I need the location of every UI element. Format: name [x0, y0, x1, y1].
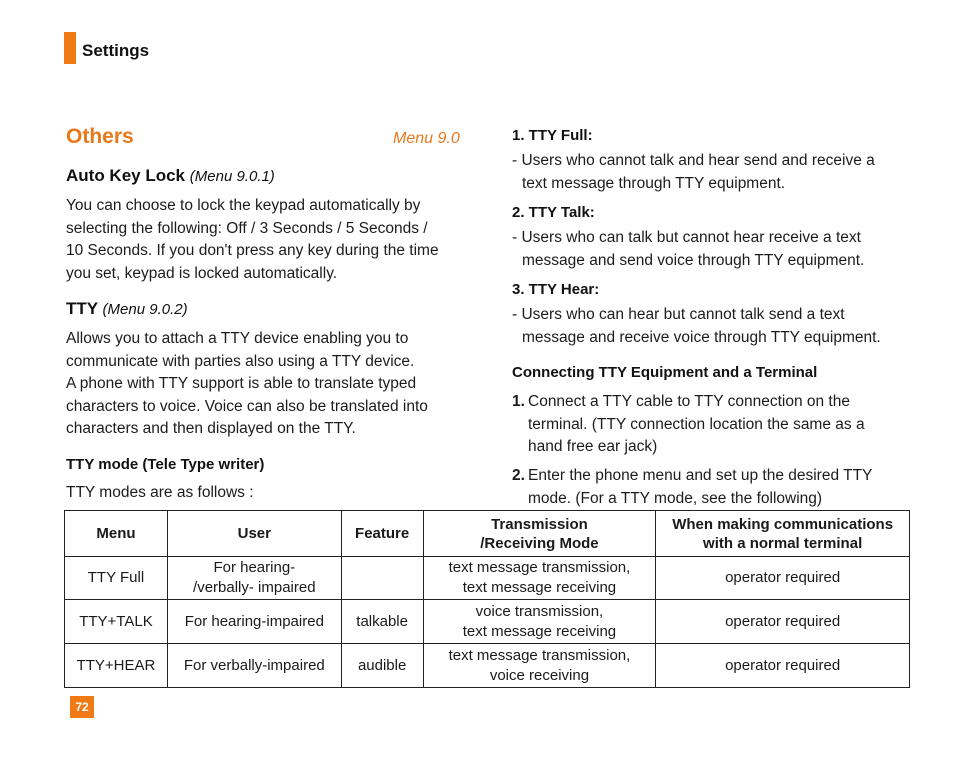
column-header-communications: When making communications with a normal terminal	[656, 511, 910, 557]
header-accent-bar	[64, 32, 76, 64]
paragraph-line: You can choose to lock the keypad automatically by	[66, 197, 421, 214]
tty-heading	[66, 299, 188, 319]
table-cell: For verbally-impaired	[167, 644, 341, 688]
bullet-line: message and receive voice through TTY equipment.	[522, 328, 881, 346]
tty-title: TTY	[66, 299, 98, 318]
step-line: Enter the phone menu and set up the desired TTY	[528, 467, 873, 484]
section-menu-ref: Menu 9.0	[393, 130, 460, 147]
bullet-line: - Users who can hear but cannot talk send a text	[512, 306, 845, 323]
tty-paragraph	[66, 328, 466, 441]
table-cell: For hearing-impaired	[167, 600, 341, 644]
column-header-user: User	[167, 511, 341, 557]
mode-full-description	[512, 150, 912, 195]
bullet-line: text message through TTY equipment.	[522, 174, 786, 192]
tty-mode-intro: TTY modes are as follows :	[66, 484, 254, 501]
page-number: 72	[70, 696, 94, 718]
table-header-row	[65, 511, 910, 557]
paragraph-line: A phone with TTY support is able to translate typed	[66, 375, 417, 392]
column-header-transmission: Transmission /Receiving Mode	[423, 511, 656, 557]
bullet-line: - Users who can talk but cannot hear receive a text	[512, 229, 861, 246]
column-header-feature: Feature	[341, 511, 423, 557]
tty-mode-table	[64, 510, 910, 688]
table-cell: text message transmission, voice receiving	[423, 644, 656, 688]
tty-mode-heading: TTY mode (Tele Type writer)	[66, 456, 265, 473]
mode-talk-title: 2. TTY Talk:	[512, 204, 595, 221]
tty-menu-ref: (Menu 9.0.2)	[102, 301, 188, 318]
bullet-line: message and send voice through TTY equipment.	[522, 251, 865, 269]
auto-key-lock-heading	[66, 166, 275, 186]
section-title: Others	[66, 125, 134, 148]
table-cell: TTY+TALK	[65, 600, 168, 644]
table-row	[65, 600, 910, 644]
bullet-line: - Users who cannot talk and hear send and receive a	[512, 152, 875, 169]
step-number: 1.	[512, 393, 525, 410]
table-cell: text message transmission, text message receiving	[423, 557, 656, 600]
paragraph-line: characters and then displayed on the TTY.	[66, 420, 356, 437]
table-cell: TTY Full	[65, 557, 168, 600]
table-row	[65, 557, 910, 600]
paragraph-line: you set, keypad is locked automatically.	[66, 264, 338, 282]
mode-talk-description	[512, 227, 912, 272]
step-number: 2.	[512, 467, 525, 484]
paragraph-line: communicate with parties also using a TTY device.	[66, 352, 415, 370]
connecting-step	[512, 465, 912, 510]
paragraph-line: selecting the following: Off / 3 Seconds / 5 Seconds /	[66, 219, 428, 237]
auto-key-lock-menu-ref: (Menu 9.0.1)	[189, 168, 275, 185]
mode-full-title: 1. TTY Full:	[512, 127, 593, 144]
table-cell: operator required	[656, 557, 910, 600]
column-header-menu: Menu	[65, 511, 168, 557]
mode-hear-description	[512, 304, 912, 349]
step-line: terminal. (TTY connection location the same as a	[528, 415, 865, 433]
step-line: hand free ear jack)	[528, 438, 658, 455]
connecting-step	[512, 391, 912, 459]
auto-key-lock-title: Auto Key Lock	[66, 166, 186, 185]
table-cell: operator required	[656, 600, 910, 644]
connecting-heading: Connecting TTY Equipment and a Terminal	[512, 364, 818, 381]
table-cell: voice transmission, text message receiving	[423, 600, 656, 644]
paragraph-line: 10 Seconds. If you don't press any key during the time	[66, 242, 439, 259]
table-row	[65, 644, 910, 688]
table-cell: operator required	[656, 644, 910, 688]
table-cell: For hearing- /verbally- impaired	[167, 557, 341, 600]
paragraph-line: characters to voice. Voice can also be translated into	[66, 397, 428, 415]
paragraph-line: Allows you to attach a TTY device enabling you to	[66, 330, 409, 347]
table-cell: talkable	[341, 600, 423, 644]
header-title: Settings	[82, 41, 150, 60]
mode-hear-title: 3. TTY Hear:	[512, 281, 600, 298]
table-cell: audible	[341, 644, 423, 688]
auto-key-lock-paragraph	[66, 195, 466, 285]
step-line: mode. (For a TTY mode, see the following)	[528, 489, 823, 507]
table-cell	[341, 557, 423, 600]
table-cell: TTY+HEAR	[65, 644, 168, 688]
step-line: Connect a TTY cable to TTY connection on the	[528, 393, 850, 410]
